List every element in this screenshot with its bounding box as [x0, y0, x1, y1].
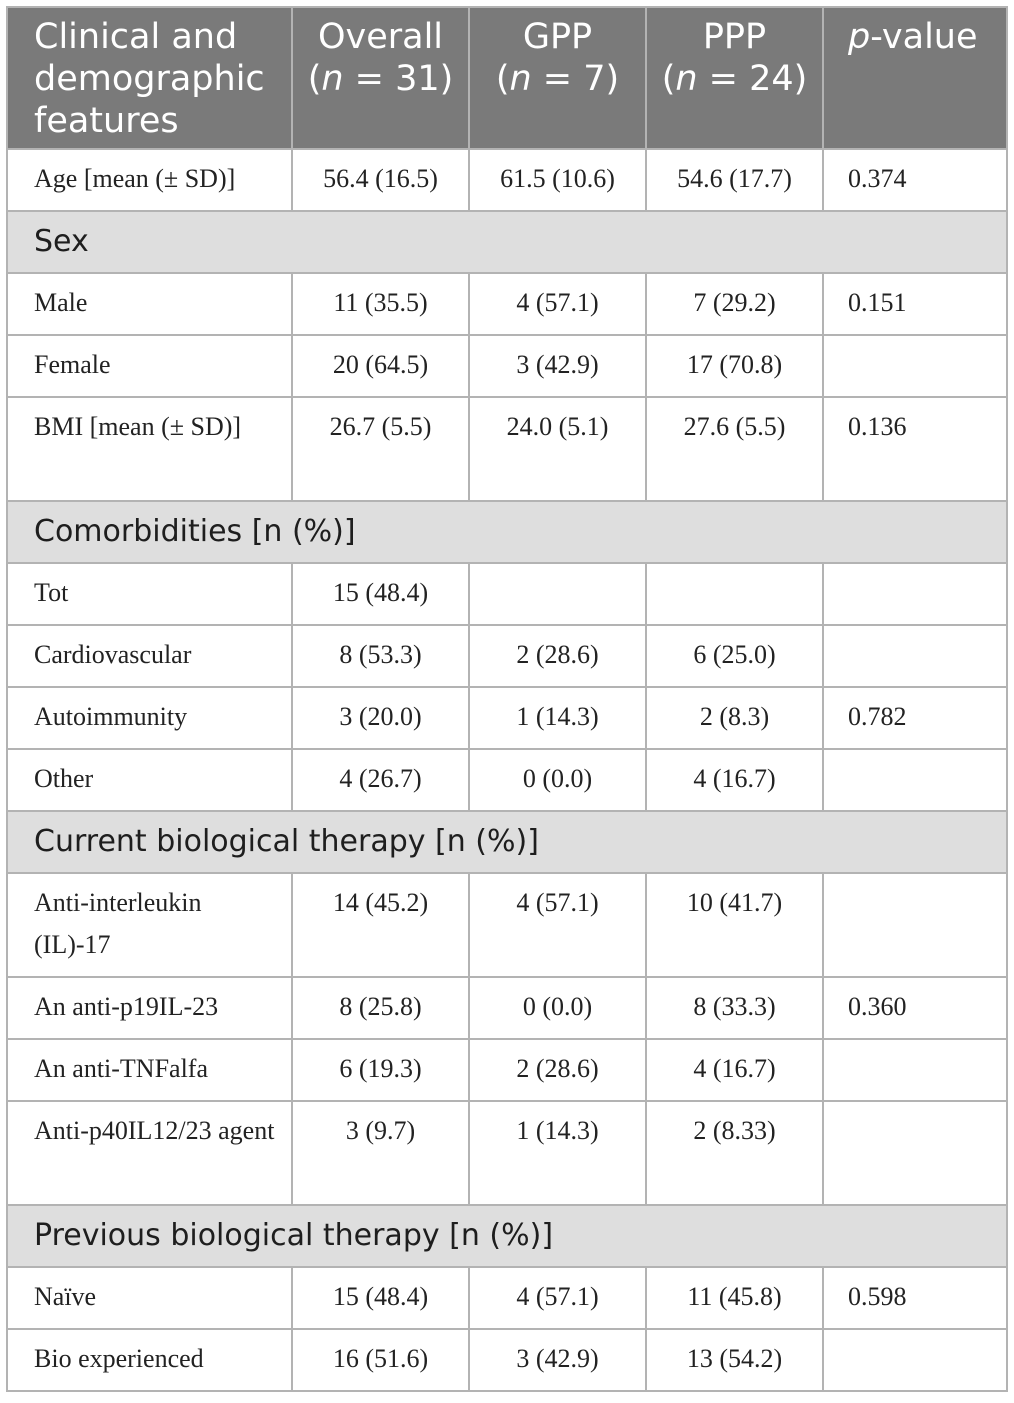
overall-cell: 56.4 (16.5) — [292, 149, 469, 211]
row-label-cell: Naïve — [7, 1267, 292, 1329]
p-value-cell — [823, 1039, 1007, 1101]
ppp-cell: 17 (70.8) — [646, 335, 823, 397]
overall-cell: 3 (20.0) — [292, 687, 469, 749]
p-value-cell — [823, 625, 1007, 687]
row-label-cell: Tot — [7, 563, 292, 625]
header-gpp — [469, 7, 646, 149]
overall-cell: 11 (35.5) — [292, 273, 469, 335]
overall-cell: 4 (26.7) — [292, 749, 469, 811]
section-header-row — [7, 501, 1007, 563]
gpp-cell: 24.0 (5.1) — [469, 397, 646, 501]
ppp-cell: 13 (54.2) — [646, 1329, 823, 1391]
header-ppp-n: (n = 24) — [661, 59, 808, 99]
gpp-cell — [469, 563, 646, 625]
table-row — [7, 1329, 1007, 1391]
ppp-cell — [646, 563, 823, 625]
p-value-cell — [823, 335, 1007, 397]
table-row — [7, 1101, 1007, 1205]
overall-cell: 16 (51.6) — [292, 1329, 469, 1391]
row-label-cell: An anti-p19IL-23 — [7, 977, 292, 1039]
table-row — [7, 273, 1007, 335]
gpp-cell: 3 (42.9) — [469, 1329, 646, 1391]
table-row — [7, 149, 1007, 211]
ppp-cell: 6 (25.0) — [646, 625, 823, 687]
ppp-cell: 7 (29.2) — [646, 273, 823, 335]
overall-cell: 3 (9.7) — [292, 1101, 469, 1205]
p-value-cell: 0.374 — [823, 149, 1007, 211]
p-value-cell: 0.151 — [823, 273, 1007, 335]
header-row — [7, 7, 1007, 149]
gpp-cell: 61.5 (10.6) — [469, 149, 646, 211]
table-body — [7, 149, 1007, 1391]
header-ppp — [646, 7, 823, 149]
gpp-cell: 0 (0.0) — [469, 977, 646, 1039]
overall-cell: 15 (48.4) — [292, 1267, 469, 1329]
overall-cell: 8 (25.8) — [292, 977, 469, 1039]
header-overall-label: Overall — [317, 17, 444, 57]
header-features — [7, 7, 292, 149]
header-ppp-label: PPP — [702, 17, 767, 57]
overall-cell: 8 (53.3) — [292, 625, 469, 687]
row-label-cell: Age [mean (± SD)] — [7, 149, 292, 211]
ppp-cell: 4 (16.7) — [646, 749, 823, 811]
row-label-cell: Bio experienced — [7, 1329, 292, 1391]
table-row — [7, 749, 1007, 811]
section-header-row — [7, 211, 1007, 273]
section-header-row — [7, 1205, 1007, 1267]
gpp-cell: 2 (28.6) — [469, 1039, 646, 1101]
p-value-cell: 0.360 — [823, 977, 1007, 1039]
row-label-cell: Other — [7, 749, 292, 811]
section-header-row — [7, 811, 1007, 873]
row-label-cell: Autoimmunity — [7, 687, 292, 749]
row-label-cell: Anti-p40IL12/23 agent — [7, 1101, 292, 1205]
ppp-cell: 54.6 (17.7) — [646, 149, 823, 211]
table-row — [7, 335, 1007, 397]
gpp-cell: 1 (14.3) — [469, 1101, 646, 1205]
gpp-cell: 4 (57.1) — [469, 1267, 646, 1329]
header-pvalue-p: p — [848, 17, 871, 57]
p-value-cell: 0.782 — [823, 687, 1007, 749]
p-value-cell — [823, 1329, 1007, 1391]
p-value-cell — [823, 749, 1007, 811]
overall-cell: 26.7 (5.5) — [292, 397, 469, 501]
table-row — [7, 625, 1007, 687]
overall-cell: 20 (64.5) — [292, 335, 469, 397]
table-row — [7, 1267, 1007, 1329]
table-row — [7, 397, 1007, 501]
gpp-cell: 1 (14.3) — [469, 687, 646, 749]
overall-cell: 6 (19.3) — [292, 1039, 469, 1101]
p-value-cell — [823, 873, 1007, 977]
table-row — [7, 563, 1007, 625]
row-label-cell: Anti-interleukin (IL)-17 — [7, 873, 292, 977]
p-value-cell: 0.598 — [823, 1267, 1007, 1329]
overall-cell: 15 (48.4) — [292, 563, 469, 625]
ppp-cell: 2 (8.33) — [646, 1101, 823, 1205]
ppp-cell: 8 (33.3) — [646, 977, 823, 1039]
ppp-cell: 2 (8.3) — [646, 687, 823, 749]
header-overall-n: (n = 31) — [307, 59, 454, 99]
header-gpp-label: GPP — [522, 17, 593, 57]
gpp-cell: 2 (28.6) — [469, 625, 646, 687]
header-features-label: Clinical and demographic features — [34, 17, 265, 141]
gpp-cell: 4 (57.1) — [469, 273, 646, 335]
ppp-cell: 10 (41.7) — [646, 873, 823, 977]
row-label-cell: Female — [7, 335, 292, 397]
header-pvalue-rest: -value — [870, 17, 978, 57]
section-header: Current biological therapy [n (%)] — [7, 811, 1007, 873]
section-header: Comorbidities [n (%)] — [7, 501, 1007, 563]
gpp-cell: 3 (42.9) — [469, 335, 646, 397]
ppp-cell: 4 (16.7) — [646, 1039, 823, 1101]
gpp-cell: 0 (0.0) — [469, 749, 646, 811]
row-label-cell: BMI [mean (± SD)] — [7, 397, 292, 501]
section-header: Previous biological therapy [n (%)] — [7, 1205, 1007, 1267]
ppp-cell: 11 (45.8) — [646, 1267, 823, 1329]
header-overall — [292, 7, 469, 149]
table-row — [7, 1039, 1007, 1101]
p-value-cell — [823, 563, 1007, 625]
gpp-cell: 4 (57.1) — [469, 873, 646, 977]
clinical-features-table — [6, 6, 1008, 1392]
header-pvalue — [823, 7, 1007, 149]
overall-cell: 14 (45.2) — [292, 873, 469, 977]
ppp-cell: 27.6 (5.5) — [646, 397, 823, 501]
row-label-cell: Male — [7, 273, 292, 335]
row-label-cell: Cardiovascular — [7, 625, 292, 687]
table-row — [7, 873, 1007, 977]
p-value-cell: 0.136 — [823, 397, 1007, 501]
row-label-cell: An anti-TNFalfa — [7, 1039, 292, 1101]
section-header: Sex — [7, 211, 1007, 273]
table-row — [7, 687, 1007, 749]
table-row — [7, 977, 1007, 1039]
header-gpp-n: (n = 7) — [495, 59, 620, 99]
p-value-cell — [823, 1101, 1007, 1205]
